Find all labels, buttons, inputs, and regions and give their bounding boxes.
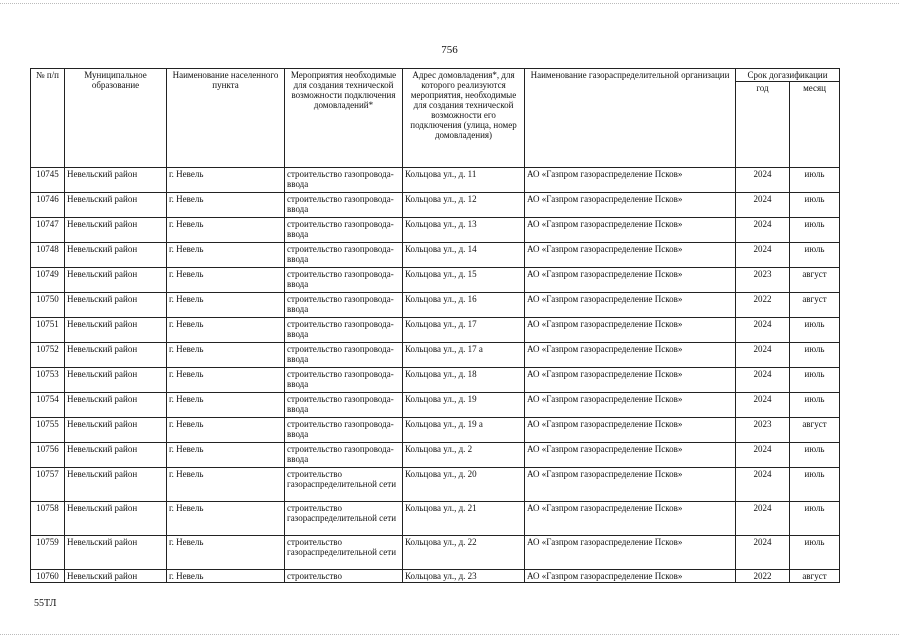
row-settlement: г. Невель — [167, 393, 285, 418]
table-row — [31, 502, 840, 536]
row-settlement: г. Невель — [167, 168, 285, 193]
table-row — [31, 243, 840, 268]
header-address: Адрес домовладения*, для которого реализуются мероприятия, необходимые для создания технической возможности его подключения (улица, номер домовладения) — [403, 69, 525, 168]
row-measures: строительство газопровода-ввода — [285, 218, 403, 243]
row-year: 2024 — [736, 468, 790, 502]
row-organization: АО «Газпром газораспределение Псков» — [525, 293, 736, 318]
row-month: июль — [790, 193, 840, 218]
row-measures: строительство — [285, 570, 403, 583]
row-settlement: г. Невель — [167, 218, 285, 243]
row-address: Кольцова ул., д. 2 — [403, 443, 525, 468]
row-num: 10758 — [31, 502, 65, 536]
scan-edge-bottom — [0, 634, 899, 636]
row-num: 10755 — [31, 418, 65, 443]
row-measures: строительство газопровода-ввода — [285, 268, 403, 293]
row-municipality: Невельский район — [65, 443, 167, 468]
row-address: Кольцова ул., д. 17 а — [403, 343, 525, 368]
row-settlement: г. Невель — [167, 502, 285, 536]
row-year: 2024 — [736, 368, 790, 393]
row-settlement: г. Невель — [167, 318, 285, 343]
row-address: Кольцова ул., д. 18 — [403, 368, 525, 393]
row-measures: строительство газопровода-ввода — [285, 318, 403, 343]
row-organization: АО «Газпром газораспределение Псков» — [525, 193, 736, 218]
row-municipality: Невельский район — [65, 468, 167, 502]
table-row — [31, 468, 840, 502]
table-row — [31, 268, 840, 293]
row-address: Кольцова ул., д. 16 — [403, 293, 525, 318]
row-settlement: г. Невель — [167, 468, 285, 502]
header-measures: Мероприятия необходимые для создания технической возможности подключения домовладений* — [285, 69, 403, 168]
table-row — [31, 418, 840, 443]
row-settlement: г. Невель — [167, 418, 285, 443]
row-address: Кольцова ул., д. 12 — [403, 193, 525, 218]
table-row — [31, 368, 840, 393]
gasification-table — [30, 68, 840, 583]
row-month: июль — [790, 218, 840, 243]
row-organization: АО «Газпром газораспределение Псков» — [525, 393, 736, 418]
table-row — [31, 443, 840, 468]
row-municipality: Невельский район — [65, 502, 167, 536]
row-address: Кольцова ул., д. 23 — [403, 570, 525, 583]
row-measures: строительство газопровода-ввода — [285, 368, 403, 393]
row-organization: АО «Газпром газораспределение Псков» — [525, 536, 736, 570]
row-year: 2024 — [736, 502, 790, 536]
row-municipality: Невельский район — [65, 393, 167, 418]
row-address: Кольцова ул., д. 20 — [403, 468, 525, 502]
row-year: 2024 — [736, 393, 790, 418]
row-month: июль — [790, 502, 840, 536]
row-address: Кольцова ул., д. 15 — [403, 268, 525, 293]
header-deadline: Срок догазификации — [736, 69, 840, 82]
row-year: 2024 — [736, 343, 790, 368]
row-num: 10745 — [31, 168, 65, 193]
row-num: 10753 — [31, 368, 65, 393]
row-measures: строительство газопровода-ввода — [285, 443, 403, 468]
row-settlement: г. Невель — [167, 268, 285, 293]
row-year: 2024 — [736, 443, 790, 468]
row-municipality: Невельский район — [65, 570, 167, 583]
row-measures: строительство газораспределительной сети — [285, 468, 403, 502]
row-num: 10748 — [31, 243, 65, 268]
row-organization: АО «Газпром газораспределение Псков» — [525, 443, 736, 468]
row-municipality: Невельский район — [65, 218, 167, 243]
row-address: Кольцова ул., д. 14 — [403, 243, 525, 268]
row-month: июль — [790, 168, 840, 193]
row-month: июль — [790, 443, 840, 468]
table-row — [31, 393, 840, 418]
row-address: Кольцова ул., д. 13 — [403, 218, 525, 243]
row-municipality: Невельский район — [65, 418, 167, 443]
row-month: июль — [790, 536, 840, 570]
row-measures: строительство газопровода-ввода — [285, 243, 403, 268]
row-year: 2022 — [736, 293, 790, 318]
row-month: июль — [790, 243, 840, 268]
row-settlement: г. Невель — [167, 193, 285, 218]
table-row — [31, 193, 840, 218]
table-row — [31, 570, 840, 583]
row-organization: АО «Газпром газораспределение Псков» — [525, 218, 736, 243]
table-row — [31, 168, 840, 193]
row-settlement: г. Невель — [167, 243, 285, 268]
row-organization: АО «Газпром газораспределение Псков» — [525, 570, 736, 583]
row-organization: АО «Газпром газораспределение Псков» — [525, 268, 736, 293]
row-municipality: Невельский район — [65, 536, 167, 570]
row-measures: строительство газопровода-ввода — [285, 293, 403, 318]
row-address: Кольцова ул., д. 22 — [403, 536, 525, 570]
header-settlement: Наименование населенного пункта — [167, 69, 285, 168]
row-measures: строительство газораспределительной сети — [285, 502, 403, 536]
row-municipality: Невельский район — [65, 193, 167, 218]
footer-mark: 55ТЛ — [34, 598, 57, 609]
row-municipality: Невельский район — [65, 368, 167, 393]
header-month: месяц — [790, 82, 840, 168]
row-municipality: Невельский район — [65, 293, 167, 318]
scan-edge-top — [0, 3, 899, 5]
table-row — [31, 318, 840, 343]
table-row — [31, 293, 840, 318]
row-year: 2024 — [736, 243, 790, 268]
row-municipality: Невельский район — [65, 243, 167, 268]
row-municipality: Невельский район — [65, 168, 167, 193]
table-row — [31, 218, 840, 243]
row-num: 10760 — [31, 570, 65, 583]
table-row — [31, 536, 840, 570]
row-organization: АО «Газпром газораспределение Псков» — [525, 418, 736, 443]
row-num: 10746 — [31, 193, 65, 218]
header-municipality: Муниципальное образование — [65, 69, 167, 168]
row-num: 10757 — [31, 468, 65, 502]
row-address: Кольцова ул., д. 19 — [403, 393, 525, 418]
row-year: 2024 — [736, 536, 790, 570]
row-month: август — [790, 293, 840, 318]
row-address: Кольцова ул., д. 17 — [403, 318, 525, 343]
table-body — [31, 168, 840, 583]
row-organization: АО «Газпром газораспределение Псков» — [525, 468, 736, 502]
row-organization: АО «Газпром газораспределение Псков» — [525, 168, 736, 193]
row-organization: АО «Газпром газораспределение Псков» — [525, 368, 736, 393]
table-row — [31, 343, 840, 368]
row-year: 2023 — [736, 418, 790, 443]
row-settlement: г. Невель — [167, 443, 285, 468]
row-organization: АО «Газпром газораспределение Псков» — [525, 318, 736, 343]
row-settlement: г. Невель — [167, 343, 285, 368]
row-month: август — [790, 570, 840, 583]
row-num: 10747 — [31, 218, 65, 243]
row-month: август — [790, 268, 840, 293]
row-settlement: г. Невель — [167, 570, 285, 583]
header-year: год — [736, 82, 790, 168]
row-measures: строительство газопровода-ввода — [285, 193, 403, 218]
row-num: 10756 — [31, 443, 65, 468]
row-num: 10749 — [31, 268, 65, 293]
row-month: июль — [790, 368, 840, 393]
header-num: № п/п — [31, 69, 65, 168]
row-measures: строительство газопровода-ввода — [285, 393, 403, 418]
row-month: июль — [790, 318, 840, 343]
row-settlement: г. Невель — [167, 293, 285, 318]
row-month: июль — [790, 343, 840, 368]
page-number: 756 — [441, 44, 458, 56]
row-organization: АО «Газпром газораспределение Псков» — [525, 243, 736, 268]
row-municipality: Невельский район — [65, 318, 167, 343]
row-settlement: г. Невель — [167, 368, 285, 393]
row-year: 2024 — [736, 318, 790, 343]
row-month: август — [790, 418, 840, 443]
row-num: 10754 — [31, 393, 65, 418]
row-year: 2022 — [736, 570, 790, 583]
header-organization: Наименование газораспределительной организации — [525, 69, 736, 168]
row-organization: АО «Газпром газораспределение Псков» — [525, 502, 736, 536]
row-month: июль — [790, 393, 840, 418]
row-municipality: Невельский район — [65, 268, 167, 293]
row-year: 2024 — [736, 193, 790, 218]
row-year: 2023 — [736, 268, 790, 293]
row-address: Кольцова ул., д. 11 — [403, 168, 525, 193]
row-year: 2024 — [736, 218, 790, 243]
row-num: 10759 — [31, 536, 65, 570]
row-num: 10752 — [31, 343, 65, 368]
row-measures: строительство газопровода-ввода — [285, 343, 403, 368]
row-measures: строительство газопровода-ввода — [285, 418, 403, 443]
row-num: 10750 — [31, 293, 65, 318]
row-measures: строительство газопровода-ввода — [285, 168, 403, 193]
row-month: июль — [790, 468, 840, 502]
row-address: Кольцова ул., д. 19 а — [403, 418, 525, 443]
row-address: Кольцова ул., д. 21 — [403, 502, 525, 536]
row-measures: строительство газораспределительной сети — [285, 536, 403, 570]
row-year: 2024 — [736, 168, 790, 193]
row-num: 10751 — [31, 318, 65, 343]
row-settlement: г. Невель — [167, 536, 285, 570]
row-municipality: Невельский район — [65, 343, 167, 368]
row-organization: АО «Газпром газораспределение Псков» — [525, 343, 736, 368]
